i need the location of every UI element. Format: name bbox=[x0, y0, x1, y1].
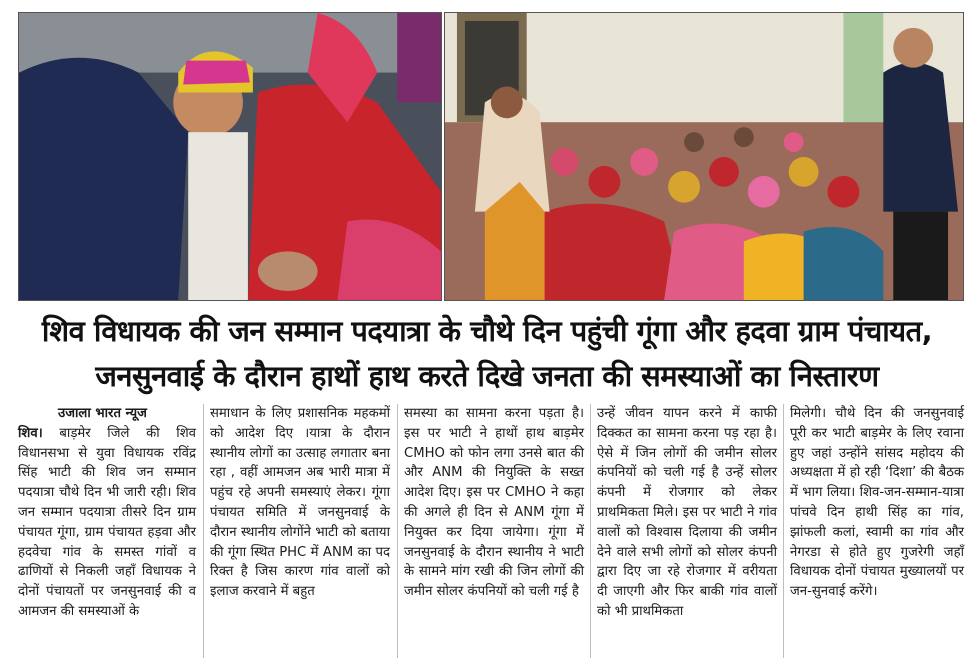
headline-line-2: जनसुनवाई के दौरान हाथों हाथ करते दिखे जनता की समस्याओं का निस्तारण bbox=[95, 359, 879, 393]
column-divider bbox=[397, 404, 398, 658]
column-divider bbox=[590, 404, 591, 658]
column-divider bbox=[783, 404, 784, 658]
article-column-4 bbox=[597, 404, 777, 622]
column-5-text: मिलेगी। चौथे दिन की जनसुनवाई पूरी कर भाटी बाड़मेर के लिए रवाना हुए जहां उन्होंने सांसद महोदय की अध्यक्षता में हो रही ‘दिशा’ की बैठक में भाग लिया। शिव-जन-सम्मान-यात्रा पांचवे दिन हाथी सिंह का गांव, झांफली कलां, स्वामी का गांव और नेगरडा से होते हुए गुजरेगी जहाँ विधायक दोनों पंचायत मुख्यालयों पर जन-सुनवाई करेंगे। bbox=[790, 406, 964, 600]
column-3-text: समस्या का सामना करना पड़ता है। इस पर भाटी ने हाथों हाथ बाड़मेर CMHO को फोन लगा उनसे बात की और ANM की नियुक्ति के सख्त आदेश दिए। इस पर CMHO ने कहा की अगले ही दिन से ANM गूंगा में नियुक्त कर दिया जायेगा। गूंगा में जनसुनवाई के दौरान स्थानीय ने भाटी के सामने मांग रखी की जिन लोगों की जमीन सोलर कंपनियों को चली गई है bbox=[404, 406, 584, 600]
column-4-text: उन्हें जीवन यापन करने में काफी दिक्कत का सामना करना पड़ रहा है। ऐसे में जिन लोगों की जमीन सोलर कंपनियों को चली गई है उन्हें सोलर कंपनी में रोजगार को लेकर प्राथमिकता मिले। इस पर भाटी ने गांव वालों को विश्वास दिलाया की जमीन देने वाले सभी लोगों को सोलर कंपनी द्वारा दिए जा रहे रोजगार में वरीयता दी जाएगी और फिर बाकी गांव वालों को भी प्राथमिकता bbox=[597, 406, 777, 619]
dateline: शिव। bbox=[18, 425, 43, 441]
byline: उजाला भारत न्यूज bbox=[58, 406, 147, 421]
article-column-2 bbox=[210, 404, 390, 602]
village-gathering-photo bbox=[444, 12, 964, 301]
rally-greeting-photo bbox=[18, 12, 442, 301]
photo-left-illustration bbox=[19, 13, 441, 300]
article-column-3 bbox=[404, 404, 584, 602]
column-1-text: बाड़मेर जिले की शिव विधानसभा से युवा विधायक रविंद्र सिंह भाटी की शिव जन सम्मान पदयात्रा चौथे दिन भी जारी रही। शिव जन सम्मान पदयात्रा तीसरे दिन ग्राम पंचायत गूंगा, ग्राम पंचायत हड़वा और हदवेचा गांव के समस्त गांवों व ढाणियों से निकली जहाँ विधायक ने दोनों पंचायतों पर जनसुनवाई की व आमजन की समस्याओं के bbox=[18, 425, 196, 619]
headline-line-1: शिव विधायक की जन सम्मान पदयात्रा के चौथे दिन पहुंची गूंगा और हदवा ग्राम पंचायत, bbox=[41, 314, 933, 348]
column-divider bbox=[203, 404, 204, 658]
photo-right-illustration bbox=[445, 13, 963, 300]
article-column-5 bbox=[790, 404, 964, 602]
article-column-1 bbox=[18, 404, 196, 622]
column-2-text: समाधान के लिए प्रशासनिक महकमों को आदेश दिए ।यात्रा के दौरान स्थानीय लोगों का उत्साह लगातार बना रहा , वहीं आमजन अब भारी मात्रा में पहुंच रहे अपनी समस्याएं लेकर। गूंगा पंचायत समिति में जनसुनवाई के दौरान स्थानीय लोगोंने भाटी को बताया की गूंगा स्थित PHC में ANM का पद रिक्त है जिस कारण गांव वालों को इलाज करवाने में बहुत bbox=[210, 406, 390, 600]
